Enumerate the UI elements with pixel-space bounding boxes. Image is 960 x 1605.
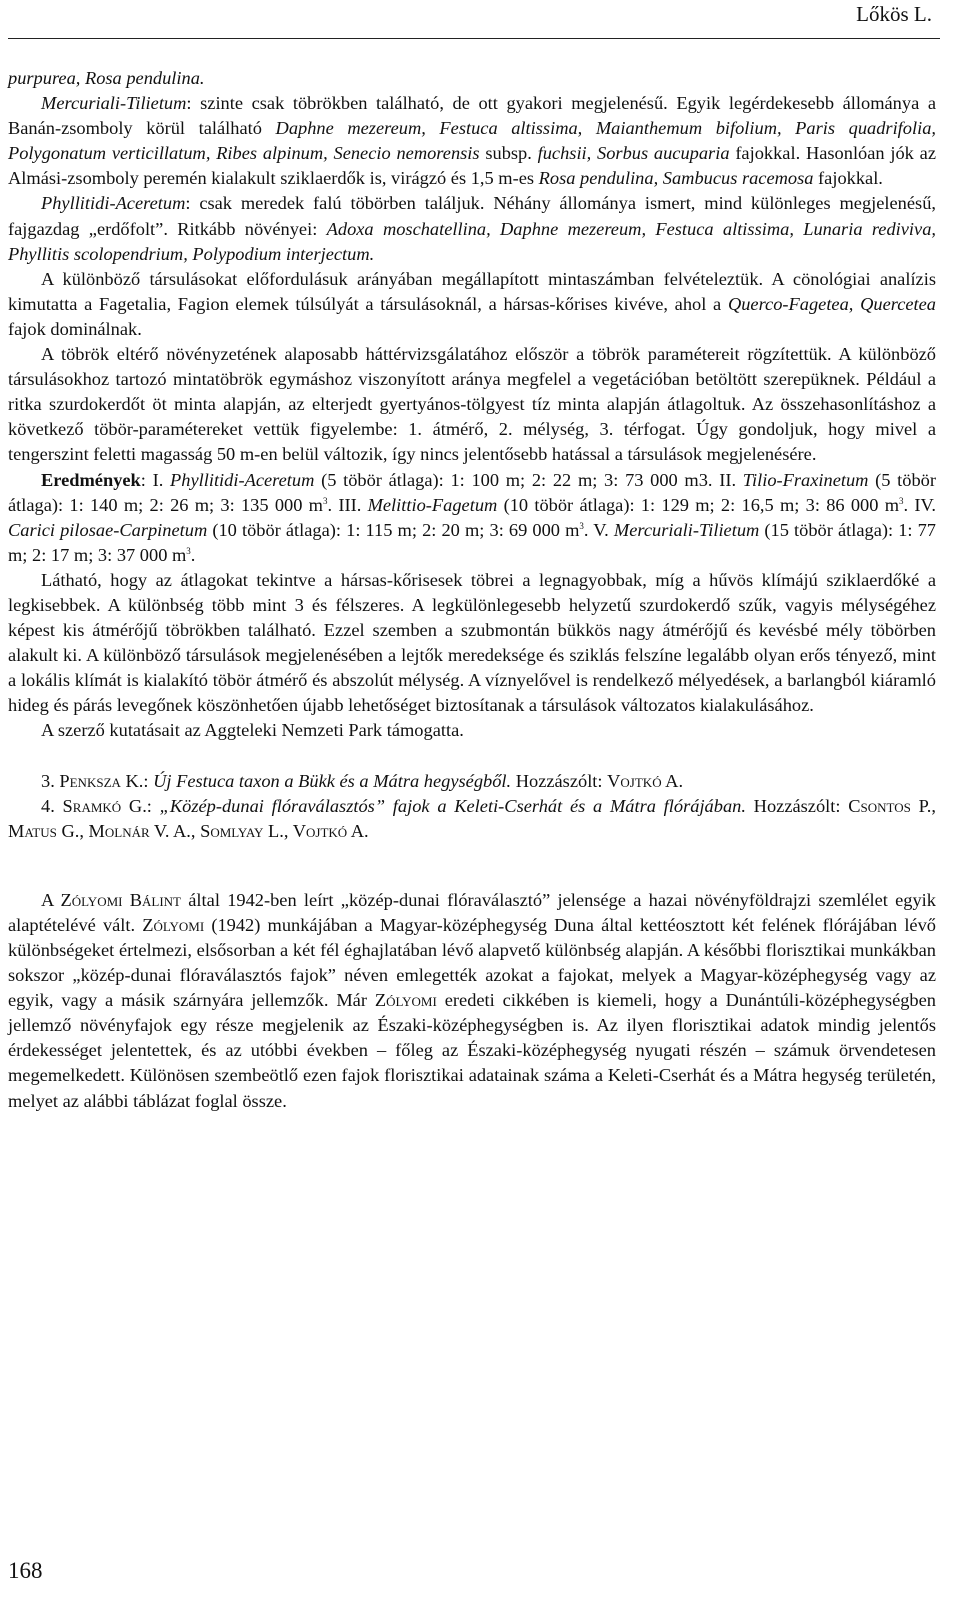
body-text xyxy=(8,66,936,1114)
running-header-author: Lőkös L. xyxy=(856,2,932,26)
header-rule xyxy=(8,38,940,39)
paragraph-acknowledgement: A szerző kutatásait az Aggteleki Nemzeti Park támogatta. xyxy=(41,720,464,741)
paragraph-mercuriali-tilietum: Mercuriali-Tilietum: szinte csak töbrökben található, de ott gyakori megjelenésű. Egyik legérdekesebb állománya a Banán-zsomboly körül található Daphne mezereum, Festuca altissima, Maianthemum bifolium, Paris quadrifolia, Polygonatum verticillatum, Ribes alpinum, Senecio nemorensis subsp. fuchsii, Sorbus aucuparia fajokkal. Hasonlóan jók az Almási-zsomboly peremén kialakult sziklaerdők is, virágzó és 1,5 m-es Rosa pendulina, Sambucus racemosa fajokkal. xyxy=(8,93,936,189)
paragraph-discussion: Látható, hogy az átlagokat tekintve a hársas-kőrisesek töbrei a legnagyobbak, míg a hűvös klímájú sziklaerdőké a legkisebbek. A különbség több mint 3 és félszeres. A legkülönlegesebb helyzetű szurdokerdő szűk, vagyis mélységéhez képest kis átmérőjű töbrökben található. Ezzel szemben a szubmontán bükkös nagy átmérőjű és kevésbé mély töbörben alakult ki. A különböző társulások megjelenésében a lejtők meredeksége és sziklás felszíne legalább olyan erős tényező, mint a lokális klímát is kialakító töbör átmérő és abszolút mélység. A víznyelővel is rendelkező mélyedések, a barlangból kiáramló hideg és párás levegőnek köszönhetően újabb lehetőséget biztosítanak a társulások változatos kialakulásához. xyxy=(8,569,936,716)
paragraph-doline-parameters: A töbrök eltérő növényzetének alaposabb háttérvizsgálatához először a töbrök paramétereit rögzítettük. A különböző társulásokhoz tartozó mintatöbrök egymáshoz viszonyított aránya megfelel a vegetációban betöltött szerepüknek. Például a ritka szurdokerdőt öt minta alapján, az elterjedt gyertyános-tölgyest tíz minta alapján átlagoltuk. Az összehasonlításhoz a következő töbör-paramétereket vettük figyelembe: 1. átmérő, 2. mélység, 3. térfogat. Úgy gondoljuk, hogy mivel a tengerszint feletti magasság 50 m-en belül változik, így nincs jelentősebb hatással a társulások megjelenésére. xyxy=(8,344,936,465)
paragraph-phyllitidi-aceretum: Phyllitidi-Aceretum: csak meredek falú töbörben találjuk. Néhány állománya ismert, mind különleges megjelenésű, fajgazdag „erdőfolt”. Ritkább növényei: Adoxa moschatellina, Daphne mezereum, Festuca altissima, Lunaria rediviva, Phyllitis scolopendrium, Polypodium interjectum. xyxy=(8,193,936,264)
paragraph-species-list-end: purpurea, Rosa pendulina. xyxy=(8,68,205,88)
lecture-item-4: 4. Sramkó G.: „Közép-dunai flóraválasztós” fajok a Keleti-Cserhát és a Mátra flórájában. Hozzászólt: Csontos P., Matus G., Molnár V. A., Somlyay L., Vojtkó A. xyxy=(8,795,936,841)
lecture-item-3: 3. Penksza K.: Új Festuca taxon a Bükk és a Mátra hegységből. Hozzászólt: Vojtkó A. xyxy=(41,770,684,791)
page-number: 168 xyxy=(8,1558,43,1583)
paragraph-results: Eredmények: I. Phyllitidi-Aceretum (5 töbör átlaga): 1: 100 m; 2: 22 m; 3: 73 000 m3. II. Tilio-Fraxinetum (5 töbör átlaga): 1: 140 m; 2: 26 m; 3: 135 000 $m^3$. III. Melittio-Fagetum (10 töbör átlaga): 1: 129 m; 2: 16,5 m; 3: 86 000 $m^3$. IV. Carici pilosae-Carpinetum (10 töbör átlaga): 1: 115 m; 2: 20 m; 3: 69 000 $m^3$. V. Mercuriali-Tilietum (15 töbör átlaga): 1: 77 m; 2: 17 m; 3: 37 000 $m^3$. xyxy=(8,469,937,565)
paragraph-coenological-analysis: A különböző társulásokat előfordulásuk arányában megállapított mintaszámban felvételeztük. A cönológiai analízis kimutatta a Fagetalia, Fagion elemek túlsúlyát a társulásoknál, a hársas-kőrises kivéve, ahol a Querco-Fagetea, Quercetea fajok dominálnak. xyxy=(8,268,936,339)
paragraph-zolyomi-introduction: A Zólyomi Bálint által 1942-ben leírt „közép-dunai flóraválasztó” jelensége a hazai növényföldrajzi szemlélet egyik alaptételévé vált. Zólyomi (1942) munkájában a Magyar-középhegység Duna által kettéosztott két felének flórájában lévő különbségeket értelmezi, elsősorban a két fél éghajlatában lévő alapvető különbség alapján. A későbbi florisztikai munkákban sokszor „közép-dunai flóraválasztós fajok” néven emlegették azokat a fajokat, melyek a Magyar-középhegység vagy az egyik, vagy a másik szárnyára jellemzők. Már Zólyomi eredeti cikkében is kiemeli, hogy a Dunántúli-középhegységben jellemző növényfajok egy része megjelenik az Északi-középhegységben is. Az ilyen florisztikai adatok mindig jelentős érdekességet jelentettek, és az utóbbi években – főleg az Északi-középhegység nyugati részén – számuk örvendetesen megemelkedett. Különösen szembeötlő ezen fajok florisztikai adatainak száma a Keleti-Cserhát és a Mátra hegység területén, melyet az alábbi táblázat foglal össze. xyxy=(8,889,936,1111)
